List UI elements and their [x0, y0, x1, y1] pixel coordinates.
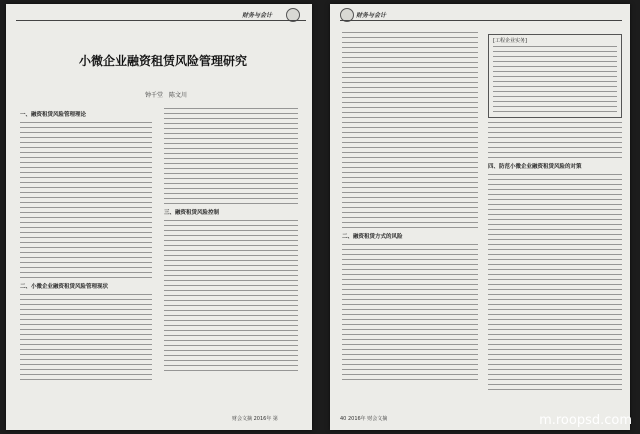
section-heading: 四、防范小微企业融资租赁风险的对策 [488, 164, 582, 170]
header-rule [340, 20, 622, 21]
right-page-footer: 40 2016年 财会文摘 [340, 416, 388, 422]
right-page-header: 财务与会计 [356, 12, 387, 19]
left-page [6, 4, 312, 430]
article-title: 小微企业融资租赁风险管理研究 [78, 54, 247, 68]
sidebar-box-title: [工程企业实务] [493, 38, 527, 44]
sidebar-box [488, 34, 622, 118]
watermark: m.roopsd.com [539, 413, 632, 428]
section-heading: 三、融资租赁风险控制 [164, 210, 220, 216]
right-page [330, 4, 630, 430]
section-heading: 二、融资租赁方式的风险 [342, 234, 403, 240]
left-page-header: 财务与会计 [242, 12, 273, 19]
left-page-footer: 财会文摘 2016年 第 [232, 416, 278, 422]
section-heading: 一、融资租赁风险管理理论 [20, 112, 87, 118]
section-heading: 二、小微企业融资租赁风险管理现状 [20, 284, 109, 290]
left-column-2 [164, 108, 298, 375]
article-authors: 钟千堂 陈文川 [144, 92, 187, 99]
right-column-1 [342, 32, 478, 384]
header-rule [16, 20, 306, 21]
right-column-2 [488, 122, 622, 394]
left-column-1 [20, 108, 152, 384]
